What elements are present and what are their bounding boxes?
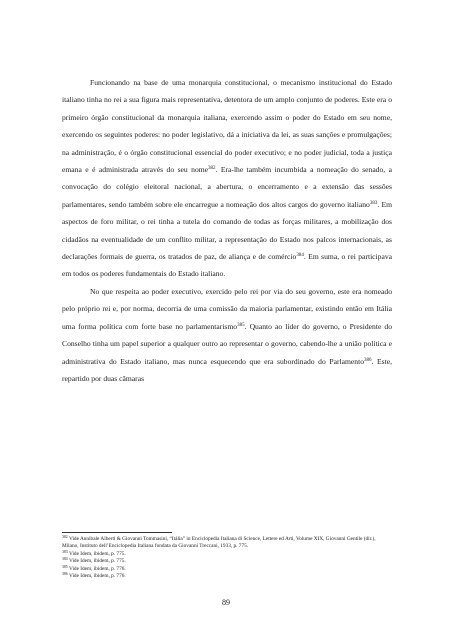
footnote xyxy=(62,536,392,551)
footnote-text: Vide Idem, ibidem, p. 775. xyxy=(68,550,126,557)
text-run: . Em aspectos de foro militar, o rei tinha a tutela do comando de todas as forças militares, a mobilização dos cidadãos na eventualidade de um conflito militar, a representação do Estado nos palcos internacionais, as declarações formais de guerra, os tratados de paz, de aliança e de comércio xyxy=(62,199,393,262)
footnote-number: 384 xyxy=(62,557,68,562)
footnote-text: Vide Idem, ibidem, p. 776. xyxy=(68,573,126,580)
paragraph-1 xyxy=(62,74,392,283)
footnote-text: Vide Idem, ibidem, p. 775. xyxy=(68,558,126,565)
footnote xyxy=(62,573,392,580)
footnote-text: Vide Annibale Alberti & Giovanni Tommasini, “Itália” in Enciclopedia Italiana di Science, Lettere ed Arti, Volume XIX, Giovanni Gentile (dir.), Milano, Instituto dell’Enciclopedia Italiana fondata da Giovanni Treccani, 1933, p. 775. xyxy=(62,536,376,550)
footnote xyxy=(62,558,392,565)
footnote-number: 386 xyxy=(62,572,68,577)
footnote xyxy=(62,566,392,573)
text-run: . Este, repartido por duas câmaras xyxy=(62,356,392,383)
footnote-number: 385 xyxy=(62,564,68,569)
footnote-text: Vide Idem, ibidem, p. 776. xyxy=(68,565,126,572)
text-run: Funcionando na base de uma monarquia constitucional, o mecanismo institucional do Estado italiano tinha no rei a sua figura mais representativa, detentora de um amplo conjunto de poderes. Este era o primeiro órgão constitucional da monarquia italiana, exercendo assim o poder do Estado em seu nome, exercendo os seguintes poderes: no poder legislativo, dá a iniciativa da lei, as suas sanções e promulgações; na administração, é o órgão constitucional essencial do poder executivo; e no poder judicial, toda a justiça emana e é administrada através do seu nome xyxy=(62,78,392,175)
text-run: . Era-lhe também incumbida a nomeação do senado, a convocação do colégio eleitoral nacional, a abertura, o encerramento e a extensão das sessões parlamentares, sendo também sobre ele encarregue a nomeação dos altos cargos do governo italiano xyxy=(62,165,393,209)
footnote-number: 383 xyxy=(62,549,68,554)
footnote-ref[interactable]: 382 xyxy=(208,166,216,172)
footnote-number: 382 xyxy=(62,535,68,539)
page-number: 89 xyxy=(222,598,230,607)
footnote-ref[interactable]: 383 xyxy=(369,200,378,206)
footnotes xyxy=(62,536,392,580)
paragraph-2 xyxy=(62,283,392,387)
footnote-ref[interactable]: 386 xyxy=(364,357,372,363)
text-run: No que respeita ao poder executivo, exercido pelo rei por via do seu governo, este era nomeado pelo próprio rei e, por norma, decorria de uma comissão da maioria parlamentar, existindo então em Itália uma forma política com forte base no parlamentarismo xyxy=(62,286,392,331)
footnote-divider xyxy=(62,532,172,533)
text-run: . Em suma, o rei participava em todos os poderes fundamentais do Estado italiano. xyxy=(62,252,392,279)
footnote-ref[interactable]: 385 xyxy=(237,322,245,328)
text-run: . Quanto ao líder do governo, o Presidente do Conselho tinha um papel superior a qualquer outro ao representar o governo, cabendo-lhe a união política e administrativa do Estado italiano, mas nunca esquecendo que era subordinado do Parlamento xyxy=(62,321,392,366)
body-text xyxy=(62,74,392,387)
footnote-ref[interactable]: 384 xyxy=(296,253,304,259)
